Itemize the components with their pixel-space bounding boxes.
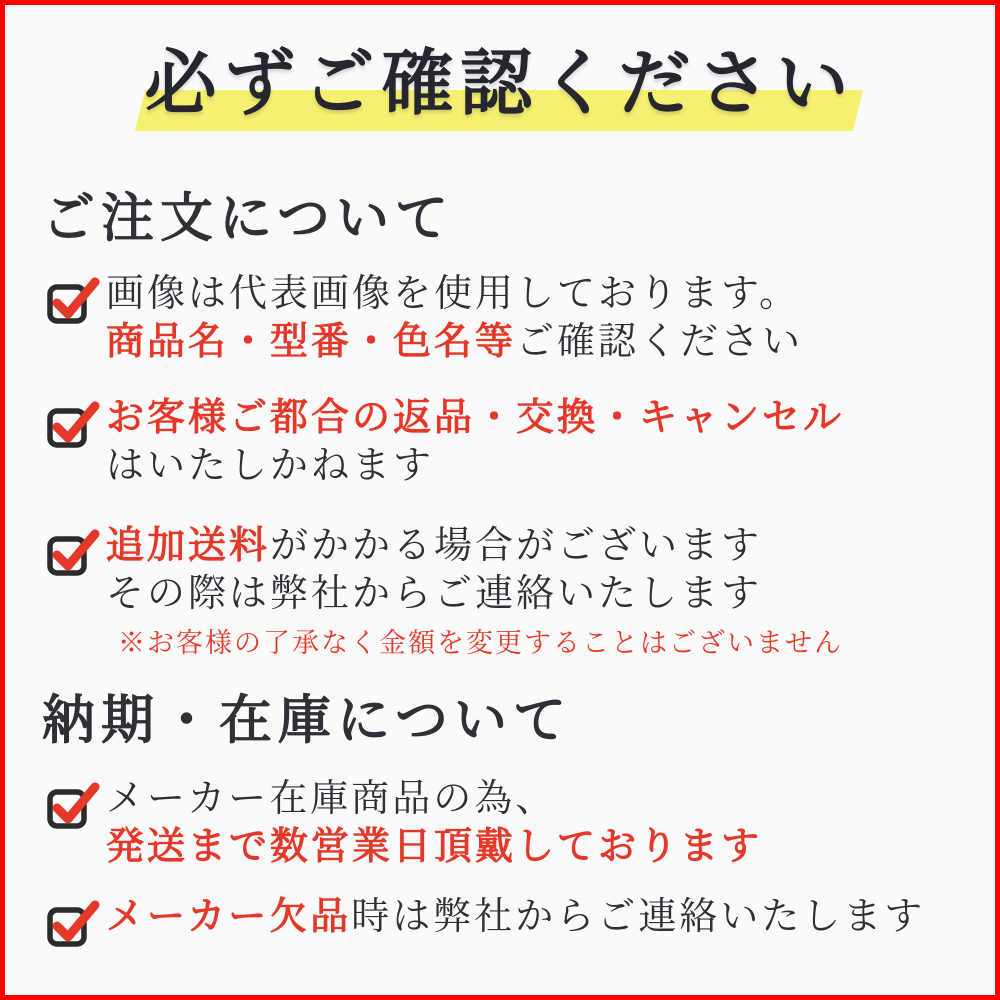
text-segment: がかかる場合がございます xyxy=(270,525,763,568)
text-segment: メーカー在庫商品の為、 xyxy=(106,777,557,820)
item-text xyxy=(106,270,803,366)
note-text: ※お客様の了承なく金額を変更することはございません xyxy=(118,628,843,659)
text-segment: はいたしかねます xyxy=(106,445,435,488)
section-heading-stock: 納期・在庫について xyxy=(42,692,572,751)
item-text xyxy=(106,522,843,660)
page-title: 必ずご確認ください xyxy=(144,44,856,124)
text-line xyxy=(106,570,843,618)
text-line xyxy=(106,522,843,570)
item-text xyxy=(106,893,925,941)
item-text xyxy=(106,775,762,871)
text-segment: お客様ご都合の返品・交換・キャンセル xyxy=(106,397,845,440)
notice-item-returns xyxy=(46,394,1000,490)
text-segment: 発送まで数営業日頂戴しております xyxy=(106,825,763,868)
text-segment: 追加送料 xyxy=(106,525,271,568)
notice-item-representative-image xyxy=(46,270,1000,366)
checked-checkbox-icon xyxy=(46,526,100,576)
title-block xyxy=(0,32,1000,136)
checked-checkbox-icon xyxy=(46,897,100,947)
text-line xyxy=(106,893,925,941)
text-line xyxy=(106,318,803,366)
item-text xyxy=(106,394,844,490)
text-line xyxy=(106,775,762,823)
text-segment: 時は弊社からご連絡いたします xyxy=(351,895,926,938)
notice-item-maker-stock xyxy=(46,775,1000,871)
notice-item-maker-shortage xyxy=(46,893,1000,947)
checked-checkbox-icon xyxy=(46,398,100,448)
checked-checkbox-icon xyxy=(46,779,100,829)
text-line xyxy=(106,442,844,490)
text-segment: メーカー欠品 xyxy=(106,895,352,938)
text-line xyxy=(106,270,803,318)
text-line xyxy=(106,823,762,871)
text-segment: 商品名・型番・色名等 xyxy=(106,321,517,364)
notice-item-extra-shipping xyxy=(46,522,1000,660)
text-segment: その際は弊社からご連絡いたします xyxy=(106,573,763,616)
text-line xyxy=(106,394,844,442)
text-segment: 画像は代表画像を使用しております。 xyxy=(106,273,800,316)
section-heading-orders: ご注文について xyxy=(42,190,454,248)
checked-checkbox-icon xyxy=(46,274,100,324)
text-segment: ご確認ください xyxy=(516,321,804,364)
